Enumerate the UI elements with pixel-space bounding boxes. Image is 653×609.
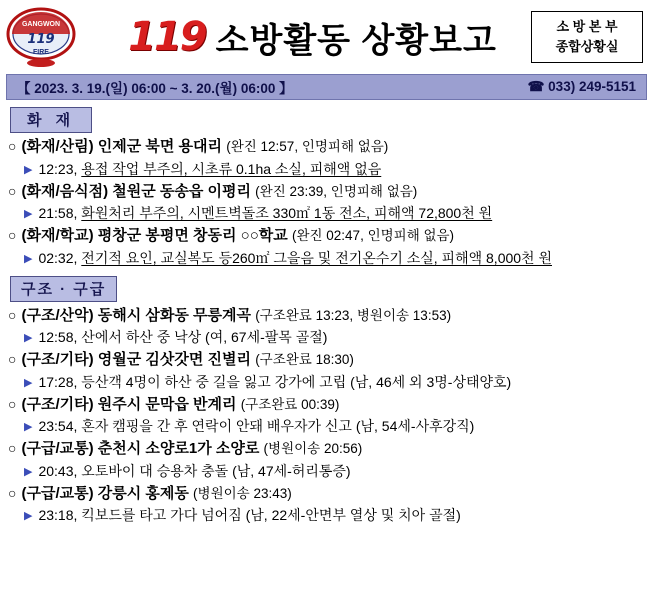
entry-place: 원주시 문막읍 반계리 <box>97 395 237 413</box>
entry-detail-time: 12:58, <box>38 329 78 345</box>
entry-place: 인제군 북면 용대리 <box>97 138 223 155</box>
triangle-bullet-icon: ▶ <box>24 208 33 220</box>
entry-detail-time: 23:18, <box>38 507 78 523</box>
entry-place: 영월군 김삿갓면 진별리 <box>97 351 252 368</box>
phone-icon: ☎ <box>527 79 545 94</box>
triangle-bullet-icon: ▶ <box>24 510 33 522</box>
entry-detail <box>24 416 647 437</box>
report-header <box>0 0 653 74</box>
entry-headline <box>8 394 647 417</box>
entry-detail-text: 혼자 캠핑을 간 후 연락이 안돼 배우자가 신고 (남, 54세-사후강직) <box>81 418 475 434</box>
logo-119: 119 <box>128 14 206 60</box>
entry-status: (완진 02:47, 인명피해 없음) <box>291 228 455 243</box>
entry-place: 철원군 동송읍 이평리 <box>112 182 251 200</box>
fire-service-emblem-icon <box>6 6 76 68</box>
entry-detail-time: 20:43, <box>38 462 78 479</box>
triangle-bullet-icon: ▶ <box>24 465 33 478</box>
entry-detail-time: 21:58, <box>38 205 78 221</box>
circle-bullet-icon: ○ <box>8 484 17 501</box>
entry-status: (구조완료 00:39) <box>240 396 340 412</box>
dept-line-1: 소 방 본 부 <box>556 18 618 34</box>
list-item <box>8 136 647 180</box>
dept-line-2: 종합상황실 <box>555 39 619 54</box>
entry-status: (구조완료 18:30) <box>255 352 354 367</box>
section-header-rescue <box>10 276 117 302</box>
triangle-bullet-icon: ▶ <box>24 332 33 344</box>
entry-detail-text: 전기적 요인, 교실복도 등260㎡ 그을음 및 전기온수기 소실, 피해액 8,000천 원 <box>81 249 552 266</box>
list-item <box>8 394 647 438</box>
circle-bullet-icon: ○ <box>8 440 17 456</box>
list-item <box>8 181 647 225</box>
entry-headline <box>8 225 647 248</box>
entry-detail <box>24 327 647 348</box>
entry-headline <box>8 181 647 204</box>
triangle-bullet-icon: ▶ <box>24 163 33 176</box>
entry-detail <box>24 372 647 393</box>
list-item <box>8 438 647 482</box>
section-title-rescue: 구조 · 구급 <box>10 276 117 302</box>
list-item <box>8 349 647 393</box>
entry-detail-text: 오토바이 대 승용차 충돌 (남, 47세-허리통증) <box>81 462 351 479</box>
section-title-fire: 화 재 <box>10 107 92 133</box>
entry-detail-text: 산에서 하산 중 낙상 (여, 67세-팔목 골절) <box>81 329 328 345</box>
contact-phone <box>528 79 636 95</box>
entry-category: (화재/음식점) <box>21 182 109 200</box>
entry-place: 춘천시 소양로1가 소양로 <box>97 440 260 457</box>
entry-detail-text: 용접 작업 부주의, 시초류 0.1ha 소실, 피해액 없음 <box>81 160 382 177</box>
entry-headline <box>8 349 647 372</box>
entry-detail <box>24 505 647 526</box>
section-header-fire <box>10 107 92 133</box>
phone-number: 033) 249-5151 <box>548 79 636 94</box>
svg-text:119: 119 <box>27 32 55 47</box>
circle-bullet-icon: ○ <box>8 395 17 412</box>
triangle-bullet-icon: ▶ <box>24 376 33 389</box>
entry-status: (완진 12:57, 인명피해 없음) <box>226 139 389 154</box>
entry-detail-time: 12:23, <box>38 160 78 177</box>
entry-category: (구조/기타) <box>21 351 94 368</box>
entry-detail <box>24 159 647 180</box>
entry-status: (병원이송 20:56) <box>263 441 363 456</box>
entry-category: (화재/산림) <box>21 138 94 155</box>
entry-place: 강릉시 홍제동 <box>97 484 189 502</box>
triangle-bullet-icon: ▶ <box>24 421 33 433</box>
list-item <box>8 483 647 527</box>
rescue-entry-list <box>0 305 653 527</box>
entry-place: 평창군 봉평면 창동리 ○○학교 <box>97 227 288 244</box>
circle-bullet-icon: ○ <box>8 227 17 243</box>
circle-bullet-icon: ○ <box>8 306 17 323</box>
fire-entry-list <box>0 136 653 269</box>
entry-detail <box>24 203 647 224</box>
entry-category: (구조/산악) <box>21 306 94 324</box>
entry-headline <box>8 483 647 506</box>
entry-headline <box>8 438 647 461</box>
department-box <box>531 11 643 63</box>
entry-status: (구조완료 13:23, 병원이송 13:53) <box>255 307 452 323</box>
entry-detail-time: 02:32, <box>38 249 78 266</box>
triangle-bullet-icon: ▶ <box>24 252 33 265</box>
list-item <box>8 305 647 349</box>
svg-text:GANGWON: GANGWON <box>21 21 61 28</box>
title-block <box>94 13 531 62</box>
entry-category: (구조/기타) <box>21 395 94 413</box>
entry-place: 동해시 삼화동 무릉계곡 <box>97 306 252 324</box>
entry-detail-text: 화원처리 부주의, 시멘트벽돌조 330㎡ 1동 전소, 피해액 72,800천 원 <box>81 205 493 221</box>
entry-detail <box>24 461 647 482</box>
entry-status: (완진 23:39, 인명피해 없음) <box>255 183 418 199</box>
entry-category: (화재/학교) <box>21 227 94 244</box>
entry-status: (병원이송 23:43) <box>193 485 292 501</box>
entry-detail-time: 17:28, <box>38 373 78 390</box>
entry-detail-time: 23:54, <box>38 418 78 434</box>
circle-bullet-icon: ○ <box>8 351 17 367</box>
entry-detail-text: 킥보드를 타고 가다 넘어짐 (남, 22세-안면부 열상 및 치아 골절) <box>81 507 461 523</box>
entry-detail-text: 등산객 4명이 하산 중 길을 잃고 강가에 고립 (남, 46세 외 3명-상태양호) <box>81 373 512 390</box>
list-item <box>8 225 647 269</box>
entry-headline <box>8 305 647 328</box>
entry-category: (구급/교통) <box>21 484 94 502</box>
entry-detail <box>24 248 647 269</box>
period-bar <box>6 74 647 100</box>
entry-headline <box>8 136 647 159</box>
circle-bullet-icon: ○ <box>8 138 17 154</box>
page-title: 소방활동 상황보고 <box>215 21 497 60</box>
period-text: 【 2023. 3. 19.(일) 06:00 ~ 3. 20.(월) 06:00 】 <box>17 81 293 96</box>
entry-category: (구급/교통) <box>21 440 94 457</box>
circle-bullet-icon: ○ <box>8 182 17 199</box>
svg-text:FIRE: FIRE <box>33 49 49 56</box>
